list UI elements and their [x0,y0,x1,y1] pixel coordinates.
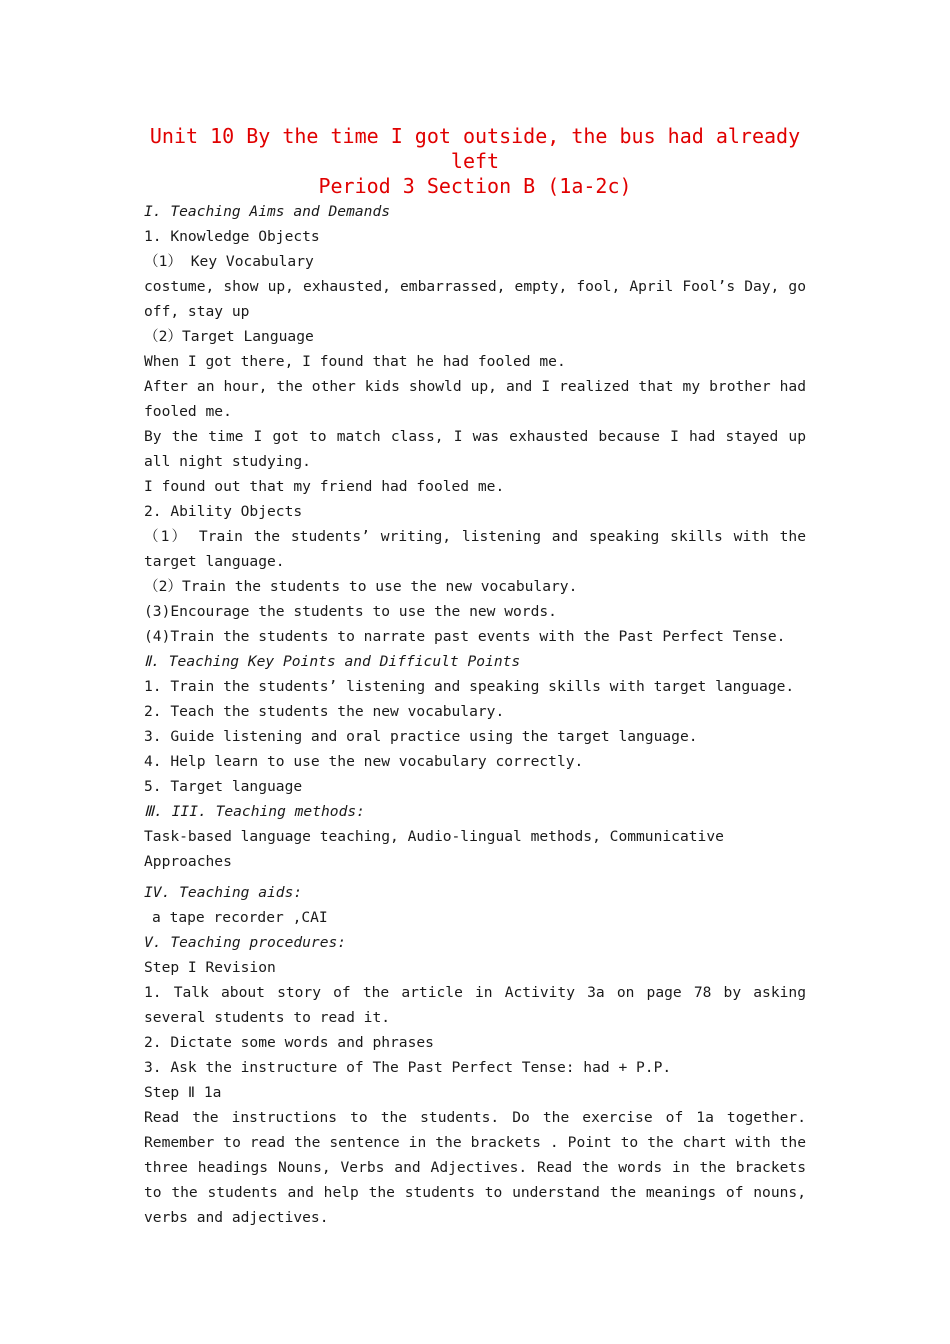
aids-text: a tape recorder ,CAI [152,909,328,926]
key-point-2: 2. Teach the students the new vocabulary. [144,703,505,720]
title-line-2: left [450,149,500,173]
document-title [144,124,806,199]
vocabulary-list: costume, show up, exhausted, embarrassed, empty, fool, April Fool’s Day, go off, stay up [144,278,806,320]
step-1-heading: Step I Revision [144,959,276,976]
title-line-1: Unit 10 By the time I got outside, the bus had already [149,124,801,148]
key-point-4: 4. Help learn to use the new vocabulary correctly. [144,753,584,770]
key-point-5: 5. Target language [144,778,303,795]
key-point-3: 3. Guide listening and oral practice using the target language. [144,728,698,745]
item-key-vocabulary: （1） Key Vocabulary [144,253,314,270]
step-1-item-1: 1. Talk about story of the article in Activity 3a on page 78 by asking several students to read it. [144,984,806,1026]
key-point-1: 1. Train the students’ listening and speaking skills with target language. [144,678,795,695]
target-sentence-2: After an hour, the other kids showld up, and I realized that my brother had fooled me. [144,378,806,420]
ability-item-3: (3)Encourage the students to use the new words. [144,603,557,620]
target-sentence-3: By the time I got to match class, I was exhausted because I had stayed up all night studying. [144,428,806,470]
ability-item-2: （2）Train the students to use the new vocabulary. [144,578,578,595]
subheading-knowledge-objects: 1. Knowledge Objects [144,228,320,245]
subheading-ability-objects: 2. Ability Objects [144,503,303,520]
section-heading-aims: I. Teaching Aims and Demands [144,203,391,220]
target-sentence-4: I found out that my friend had fooled me. [144,478,505,495]
ability-item-1: （1） Train the students’ writing, listening and speaking skills with the target language. [144,528,806,570]
section-heading-procedures: V. Teaching procedures: [144,934,347,951]
ability-item-4: (4)Train the students to narrate past events with the Past Perfect Tense. [144,628,786,645]
title-line-3: Period 3 Section B (1a-2c) [318,174,632,198]
document-page [144,124,806,1230]
methods-text: Task-based language teaching, Audio-lingual methods, Communicative Approaches [144,828,724,870]
section-heading-aids: IV. Teaching aids: [144,884,303,901]
step-2-heading: Step Ⅱ 1a [144,1084,222,1101]
target-sentence-1: When I got there, I found that he had fooled me. [144,353,566,370]
step-2-paragraph: Read the instructions to the students. Do the exercise of 1a together. Remember to read the sentence in the brackets . Point to the chart with the three headings Nouns, Verbs and Adjectives. Read the words in the brackets to the students and help the students to understand the meanings of nouns, verbs and adjectives. [144,1109,806,1226]
step-1-item-3: 3. Ask the instructure of The Past Perfect Tense: had + P.P. [144,1059,672,1076]
section-heading-methods: Ⅲ. III. Teaching methods: [144,803,365,820]
step-1-item-2: 2. Dictate some words and phrases [144,1034,434,1051]
item-target-language: （2）Target Language [144,328,314,345]
section-heading-key-points: Ⅱ. Teaching Key Points and Difficult Points [144,653,521,670]
